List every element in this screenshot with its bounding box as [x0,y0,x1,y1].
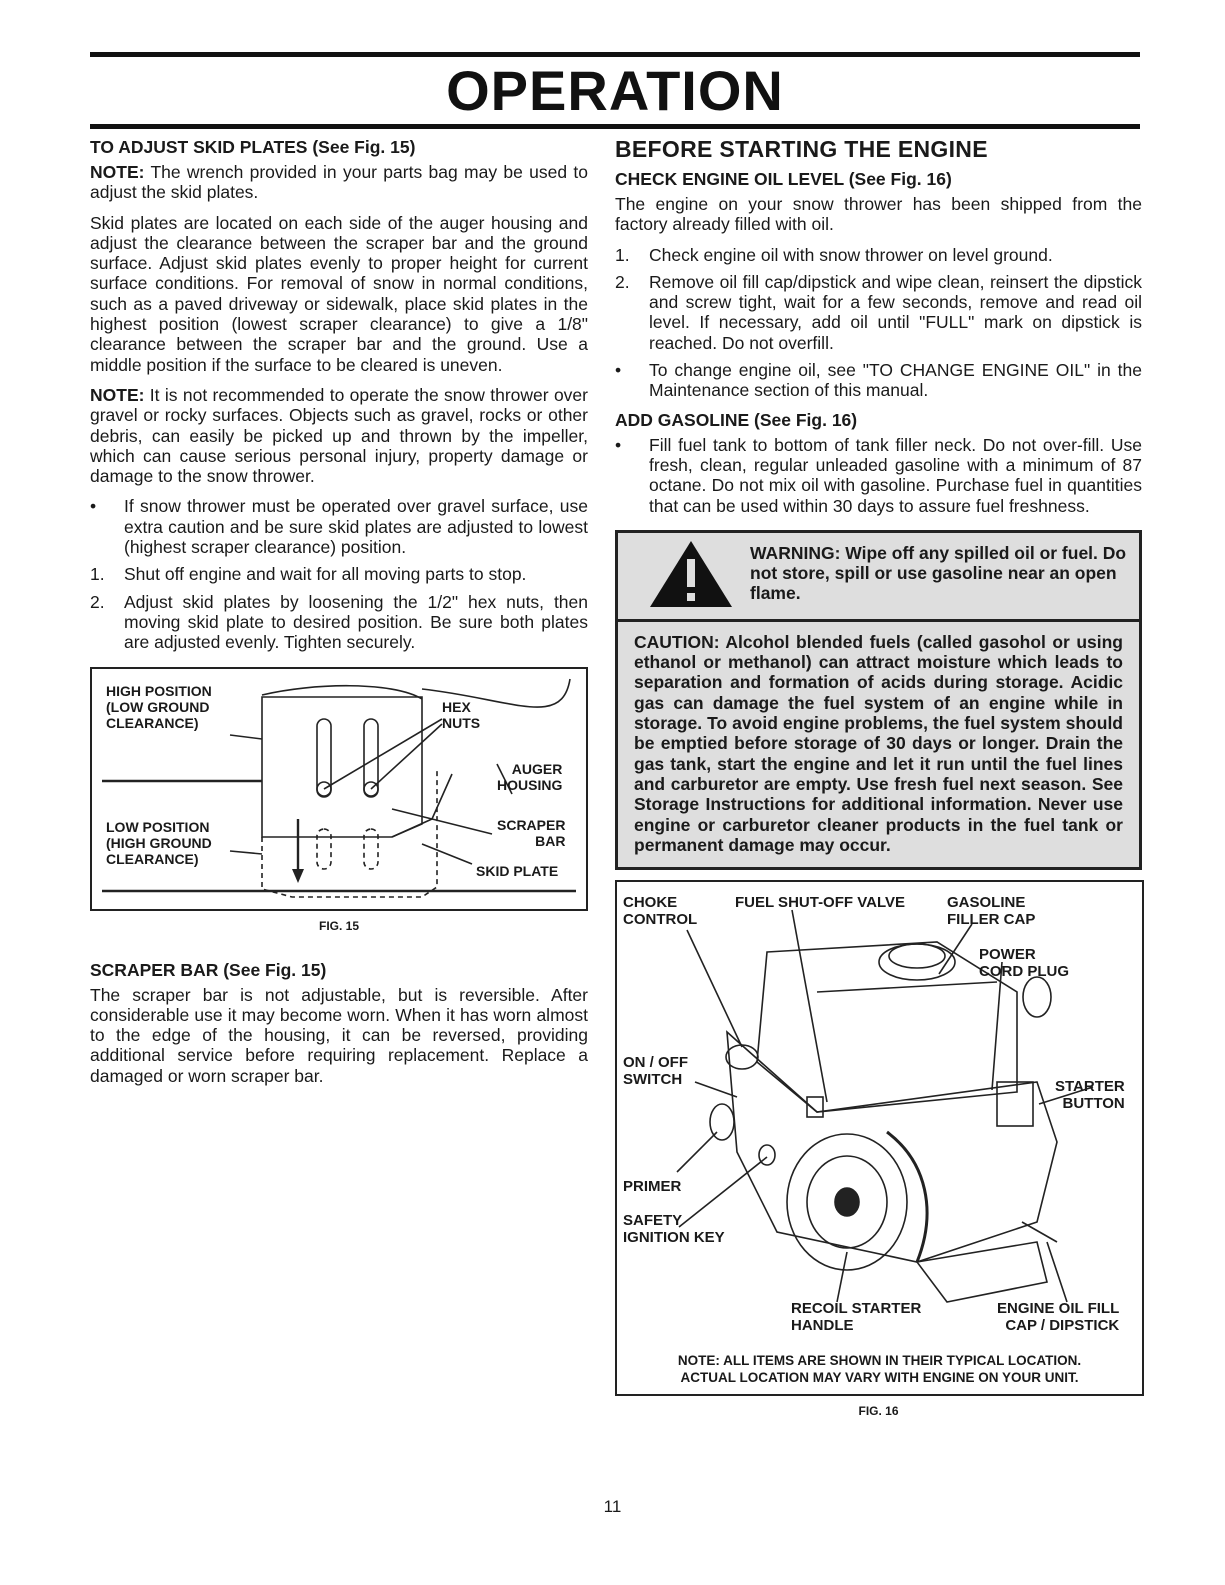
oil-steps [615,245,1142,401]
page-number: 11 [603,1497,622,1516]
figure-16-caption: FIG. 16 [858,1404,899,1419]
gasoline-bullets [615,435,1142,516]
bullet-text: If snow thrower must be operated over gravel surface, use extra caution and be sure skid plates are adjusted to lowest (highest scraper clearance) position. [124,496,588,558]
label-skid-plate: SKID PLATE [476,862,559,879]
figure-16-note: NOTE: ALL ITEMS ARE SHOWN IN THEIR TYPICAL LOCATION. ACTUAL LOCATION MAY VARY WITH ENGINE ON YOUR UNIT. [677,1353,1082,1386]
note-label: NOTE: [90,384,145,405]
skid-plates-paragraph: Skid plates are located on each side of the auger housing and adjust the clearance between the scraper bar and the ground surface. Adjust skid plates evenly to proper height for current surface conditions. For removal of snow in normal conditions, such as a paved driveway or sidewalk, place skid plates in the highest position (lowest scraper clearance) to give a 1/8" clearance between the scraper bar and the ground. Use a middle position if the surface to be cleared is uneven. [90,212,588,375]
list-item [615,360,1142,401]
label-high-position: HIGH POSITION (LOW GROUND CLEARANCE) [106,682,212,731]
step-text: Remove oil fill cap/dipstick and wipe clean, reinsert the dipstick and screw tight, wait for a few seconds, remove and read oil level. If necessary, add oil until "FULL" mark on dipstick is reached. Do not overfill. [649,271,1142,353]
note-label: NOTE: [90,162,145,182]
step-number: 1. [615,244,630,265]
bullet-text: Fill fuel tank to bottom of tank filler neck. Do not over-fill. Use fresh, clean, regular unleaded gasoline with a minimum of 87 octane. Do not mix oil with gasoline. Purchase fuel in quantities that can be used within 30 days to assure fuel freshness. [649,434,1142,516]
label-choke-control: CHOKE CONTROL [623,894,698,929]
wrench-note [90,162,588,203]
label-power-cord: POWER CORD PLUG [979,946,1069,981]
list-item [90,496,588,557]
label-scraper-bar: SCRAPER BAR [497,816,566,849]
list-item [615,272,1142,353]
gravel-note [90,385,588,486]
skid-plates-heading: TO ADJUST SKID PLATES (See Fig. 15) [90,137,416,157]
note-text: It is not recommended to operate the snow thrower over gravel or rocky surfaces. Objects such as gravel, rocks or other debris, can easily be picked up and thrown by the impeller, which can cause serious personal injury, property damage or damage to the snow thrower. [90,384,588,487]
warning-box [615,530,1142,622]
list-item [90,592,588,653]
step-number: 2. [90,591,105,612]
label-low-position: LOW POSITION (HIGH GROUND CLEARANCE) [106,818,212,867]
header-rule-top [90,52,1140,57]
bullet-mark: • [615,360,622,381]
label-on-off-switch: ON / OFF SWITCH [623,1054,688,1089]
warning-text: WARNING: Wipe off any spilled oil or fuel. Do not store, spill or use gasoline near an open flame. [750,542,1127,603]
right-column [615,136,1142,1418]
oil-paragraph: The engine on your snow thrower has been shipped from the factory already filled with oil. [615,194,1142,235]
page-title: OPERATION [446,59,784,122]
gravel-bullets [90,496,588,652]
caution-box [615,622,1142,870]
step-number: 1. [90,564,105,585]
step-number: 2. [615,271,630,292]
label-starter-button: STARTER BUTTON [1055,1078,1125,1113]
label-oil-fill: ENGINE OIL FILL CAP / DIPSTICK [997,1300,1120,1335]
figure-16 [615,880,1144,1396]
warning-triangle-icon [648,539,734,609]
label-fuel-valve: FUEL SHUT-OFF VALVE [735,894,906,912]
header-rule-bottom [90,124,1140,129]
before-starting-heading: BEFORE STARTING THE ENGINE [615,136,988,162]
left-column [90,136,588,1096]
figure-15 [90,667,588,911]
label-hex-nuts: HEX NUTS [442,698,481,731]
list-item [615,245,1142,265]
bullet-text: To change engine oil, see "TO CHANGE ENGINE OIL" in the Maintenance section of this manual. [649,360,1142,401]
scraper-bar-heading: SCRAPER BAR (See Fig. 15) [90,959,327,980]
label-primer: PRIMER [623,1178,682,1196]
check-oil-heading: CHECK ENGINE OIL LEVEL (See Fig. 16) [615,169,952,189]
bullet-mark: • [90,496,97,517]
add-gasoline-heading: ADD GASOLINE (See Fig. 16) [615,409,858,430]
note-text: The wrench provided in your parts bag may be used to adjust the skid plates. [90,162,588,203]
list-item [615,435,1142,516]
label-gas-cap: GASOLINE FILLER CAP [947,894,1036,929]
step-text: Shut off engine and wait for all moving parts to stop. [124,564,527,585]
label-safety-key: SAFETY IGNITION KEY [623,1212,725,1247]
list-item [90,564,588,584]
figure-15-caption: FIG. 15 [318,918,359,933]
label-recoil-starter: RECOIL STARTER HANDLE [791,1300,922,1335]
bullet-mark: • [615,434,622,455]
step-text: Check engine oil with snow thrower on level ground. [649,244,1053,265]
step-text: Adjust skid plates by loosening the 1/2" hex nuts, then moving skid plate to desired position. Be sure both plates are adjusted evenly. Tighten securely. [124,591,588,653]
scraper-bar-paragraph: The scraper bar is not adjustable, but is reversible. After considerable use it may become worn. When it has worn almost to the edge of the housing, it can be reversed, providing additional service before requiring replacement. Replace a damaged or worn scraper bar. [90,984,588,1086]
label-auger-housing: AUGER HOUSING [497,760,563,793]
caution-text: CAUTION: Alcohol blended fuels (called gasohol or using ethanol or methanol) can attract moisture which leads to separation and formation of acids during storage. Acidic gas can damage the fuel system of an engine while in storage. To avoid engine problems, the fuel system should be emptied before storage of 30 days or longer. Drain the gas tank, start the engine and let it run until the fuel lines and carburetor are empty. Use fresh fuel next season. See Storage Instructions for additional information. Never use engine or carburetor cleaner products in the fuel tank or permanent damage may occur. [634,631,1123,855]
